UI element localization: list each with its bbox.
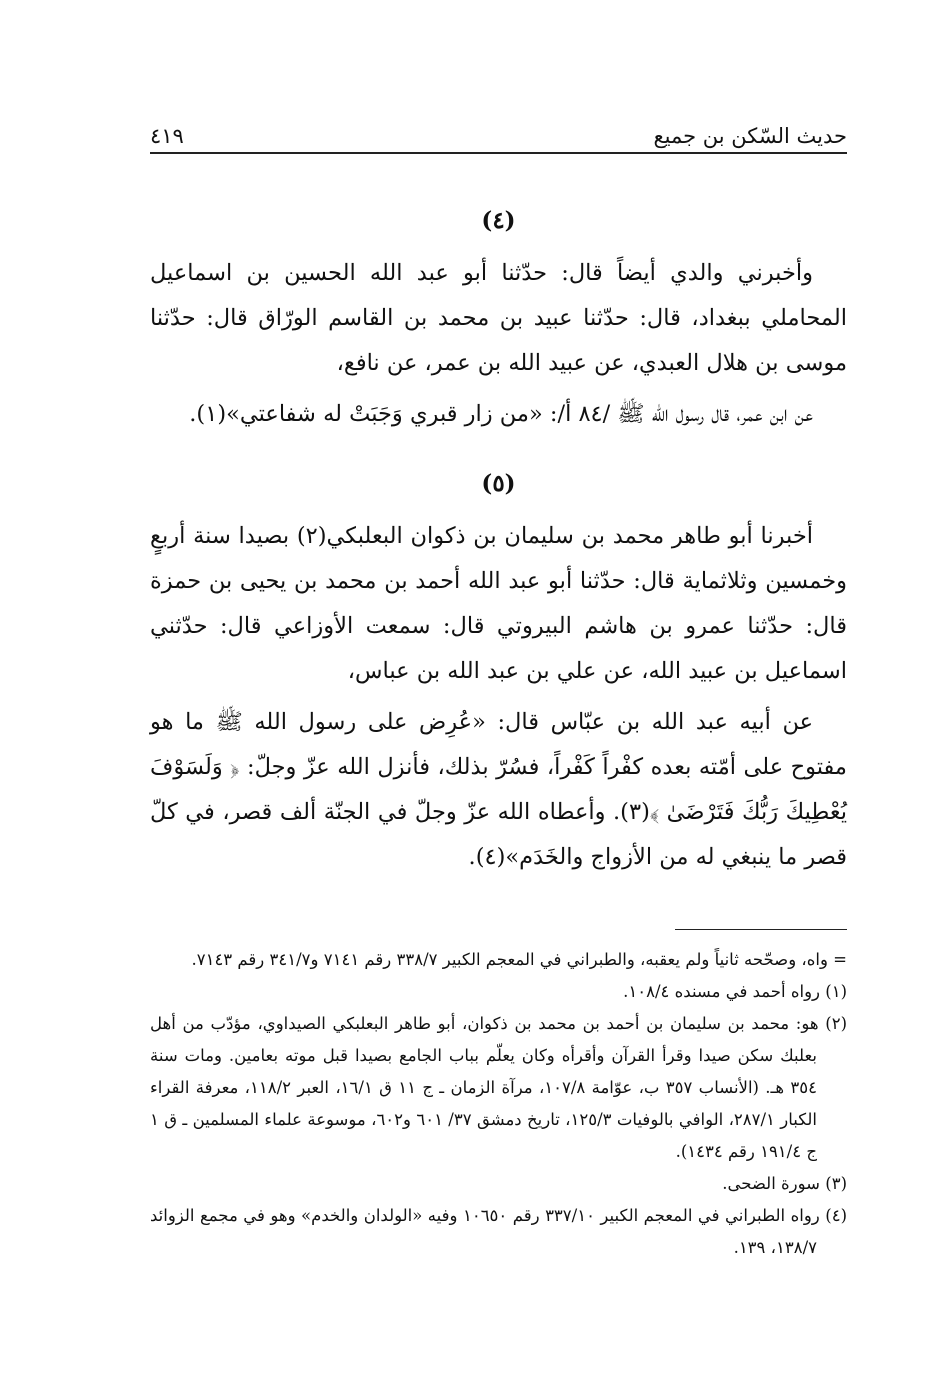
footnote: (٣) سورة الضحى. [722,1174,847,1193]
footnote: (٢) هو: محمد بن سليمان بن أحمد بن محمد بن ذكوان، أبو طاهر البعلبكي الصيداوي، مؤدّب من أهل بعلبك سكن صيدا وقرأ القرآن وأقرأه وكان يعلّم بباب الجامع بصيدا قبل موته بعامين. ومات سنة ٣٥٤ هـ. (الأنساب ٣٥٧ ب، عوّامة ١٠٧/٨، مرآة الزمان ـ ج ١١ ق ١٦/١، العبر ١١٨/٢، معرفة القراء الكبار ٢٨٧/١، الوافي بالوفيات ١٢٥/٣، تاريخ دمشق ٣٧/ ٦٠١ و٦٠٢، موسوعة علماء المسلمين ـ ق ١ ج ١٩١/٤ رقم ١٤٣٤). [150,1014,847,1161]
hadith-section [150,461,847,880]
section-number: (٤) [481,207,516,234]
footnotes [150,944,847,1264]
paragraph: عن ابن عمر، قال رسول الله ﷺ /٨٤ أ/: «من زار قبري وَجَبَتْ له شفاعتي»(١). [189,401,813,427]
running-title: حديث السّكن بن جميع [653,124,847,148]
paragraph: عن أبيه عبد الله بن عبّاس قال: «عُرِض على رسول الله ﷺ ما هو مفتوح على أمّته بعده كفْراً كَفْراً، فسُرّ بذلك، فأنزل الله عزّ وجلّ: ﴿ وَلَسَوْفَ يُعْطِيكَ رَبُّكَ فَتَرْضَىٰ ﴾(٣). وأعطاه الله عزّ وجلّ في الجنّة ألف قصر، في كلّ قصر ما ينبغي له من الأزواج والخَدَم»(٤). [150,709,847,870]
footnote: (١) رواه أحمد في مسنده ١٠٨/٤. [623,982,847,1001]
footnote: (٤) رواه الطبراني في المعجم الكبير ٣٣٧/١٠ رقم ١٠٦٥٠ وفيه «الولدان والخدم» وهو في مجمع الزوائد ١٣٨/٧، ١٣٩. [150,1206,847,1257]
hadith-section [150,198,847,437]
page-header [150,112,847,154]
paragraph: أخبرنا أبو طاهر محمد بن سليمان بن ذكوان البعلبكي(٢) بصيدا سنة أربعٍ وخمسين وثلاثماية قال: حدّثنا أبو عبد الله أحمد بن محمد بن يحيى بن حمزة قال: حدّثنا عمرو بن هاشم البيروتي قال: سمعت الأوزاعي قال: حدّثني اسماعيل بن عبيد الله، عن علي بن عبد الله بن عباس، [150,523,847,684]
main-text [150,198,847,886]
section-number: (٥) [481,470,516,497]
page-number: ٤١٩ [150,124,184,148]
footnote-separator [675,929,847,930]
paragraph: وأخبرني والدي أيضاً قال: حدّثنا أبو عبد الله الحسين بن اسماعيل المحاملي ببغداد، قال: حدّثنا عبيد بن محمد بن القاسم الورّاق قال: حدّثنا موسى بن هلال العبدي، عن عبيد الله بن عمر، عن نافع، [150,260,847,376]
footnote: = واه، وصحّحه ثانياً ولم يعقبه، والطبراني في المعجم الكبير ٣٣٨/٧ رقم ٧١٤١ و٣٤١/٧ رقم ٧١٤٣. [191,950,847,969]
